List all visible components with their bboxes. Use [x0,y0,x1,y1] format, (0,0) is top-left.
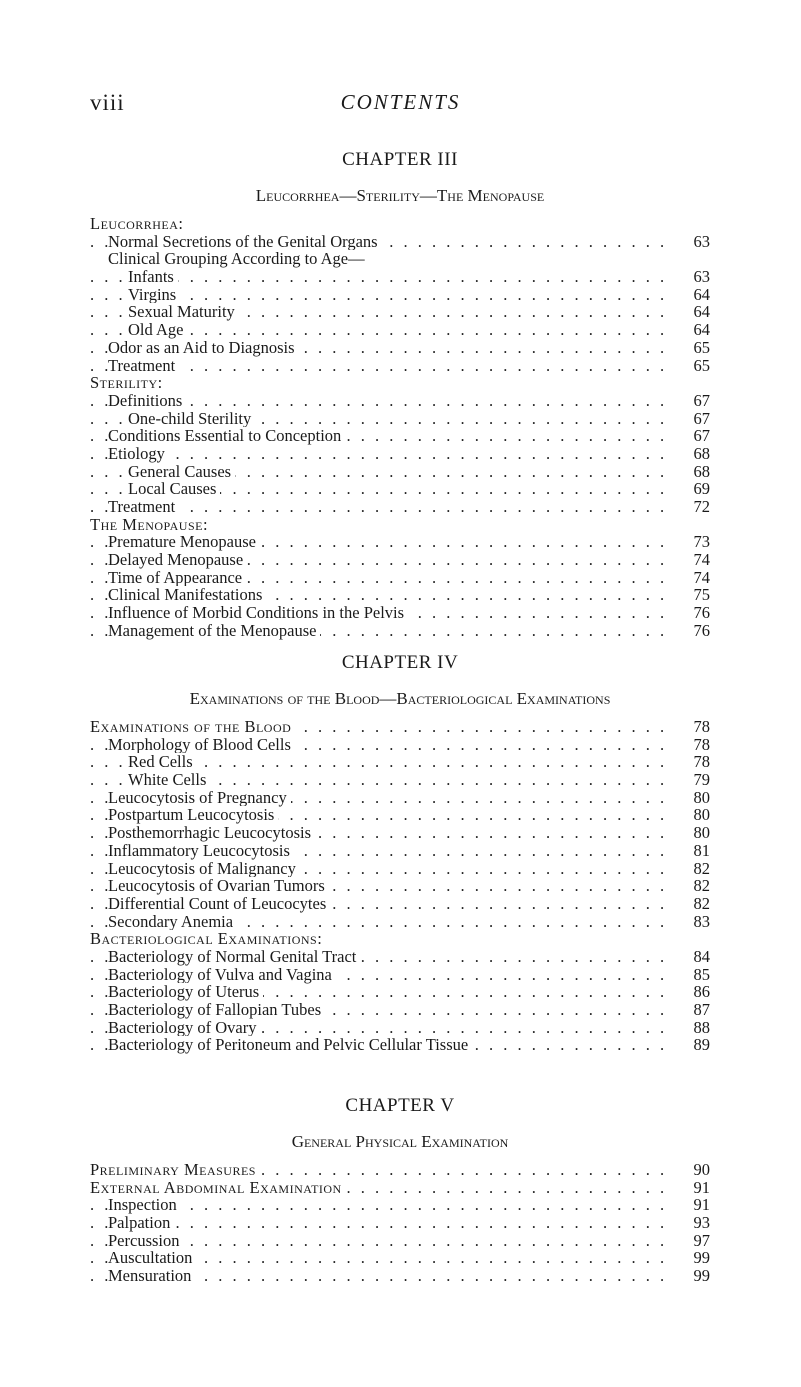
entry-label: The Menopause: [90,516,212,534]
entry-page-number: 67 [693,426,710,446]
toc-entry [90,1036,710,1054]
chapter-number: CHAPTER V [345,1095,455,1116]
toc-entry [90,321,710,339]
toc-entry [90,1214,710,1232]
toc-entry [90,516,710,534]
toc-entry [90,569,710,587]
toc-entry [90,339,710,357]
toc-entry [90,1179,710,1197]
entry-page-number: 81 [693,840,710,860]
entry-label: Local Causes [128,480,220,498]
toc-entry [90,303,710,321]
entry-page-number: 78 [693,717,710,736]
toc-entry [90,586,710,604]
entry-label: Examinations of the Blood [90,718,295,736]
entry-label: Leucocytosis of Ovarian Tumors [108,877,329,895]
toc-entry [90,463,710,481]
toc-entry [90,551,710,569]
toc-entry [90,1001,710,1019]
toc-entries [90,215,710,640]
entry-label: Management of the Menopause [108,622,320,640]
entry-label: Morphology of Blood Cells [108,736,295,754]
entry-page-number: 84 [693,946,710,966]
entry-label: Normal Secretions of the Genital Organs [108,233,382,251]
running-head [0,90,801,120]
entry-label: Bacteriology of Normal Genital Tract [108,948,360,966]
toc-entries [90,718,710,1054]
entry-label: General Causes [128,463,235,481]
toc-entry [90,913,710,931]
toc-entry [90,357,710,375]
entry-label: Red Cells [128,753,197,771]
entry-label: Posthemorrhagic Leucocytosis [108,824,315,842]
toc-entry [90,498,710,516]
entry-label: Definitions [108,392,186,410]
chapter-v [90,1094,710,1285]
chapter-iii [90,148,710,640]
entry-label: Treatment [108,498,179,516]
entry-page-number: 68 [693,443,710,463]
toc-entry [90,789,710,807]
running-title: CONTENTS [340,90,461,114]
entry-page-number: 64 [693,302,710,322]
entry-label: Bacteriology of Fallopian Tubes [108,1001,325,1019]
toc-entry [90,1019,710,1037]
toc-entry [90,374,710,392]
chapter-number: CHAPTER III [342,149,458,170]
toc-entry [90,268,710,286]
entry-label: Time of Appearance [108,569,246,587]
entry-page-number: 90 [693,1160,710,1179]
toc-entry [90,286,710,304]
toc-entry [90,842,710,860]
entry-page-number: 76 [693,603,710,623]
entry-label: External Abdominal Examination [90,1179,346,1197]
entry-page-number: 80 [693,805,710,825]
entry-label: Virgins [128,286,180,304]
entry-label: Mensuration [108,1267,195,1285]
entry-label: Sexual Maturity [128,303,239,321]
entry-page-number: 88 [693,1017,710,1037]
chapter-title: Leucorrhea—Sterility—The Menopause [255,186,545,205]
entry-page-number: 74 [693,567,710,587]
entry-label: Inspection [108,1196,181,1214]
entry-page-number: 63 [693,231,710,251]
entry-label: Influence of Morbid Conditions in the Pelvis [108,604,408,622]
entry-page-number: 78 [693,752,710,772]
entry-page-number: 79 [693,770,710,790]
entry-page-number: 74 [693,550,710,570]
toc-entry [90,233,710,251]
toc-entry [90,445,710,463]
entry-page-number: 63 [693,267,710,287]
toc-entry [90,930,710,948]
entry-page-number: 86 [693,982,710,1002]
toc-entry [90,718,710,736]
entry-label: Delayed Menopause [108,551,247,569]
entry-label: Leucocytosis of Malignancy [108,860,300,878]
toc-entry [90,1196,710,1214]
entry-label: Bacteriology of Vulva and Vagina [108,966,336,984]
toc-entry [90,480,710,498]
chapter-title: General Physical Examination [291,1132,509,1151]
entry-label: Secondary Anemia [108,913,237,931]
entry-page-number: 67 [693,390,710,410]
entry-label: Old Age [128,321,187,339]
entry-page-number: 76 [693,620,710,640]
toc-entry [90,392,710,410]
entry-page-number: 97 [693,1230,710,1250]
entry-label: Differential Count of Leucocytes [108,895,330,913]
entry-page-number: 65 [693,355,710,375]
toc-entry [90,771,710,789]
entry-page-number: 82 [693,858,710,878]
entry-page-number: 75 [693,585,710,605]
entry-label: Preliminary Measures [90,1161,260,1179]
entry-label: Treatment [108,357,179,375]
entry-label: Bacteriology of Ovary [108,1019,260,1037]
entry-page-number: 78 [693,734,710,754]
entry-page-number: 85 [693,964,710,984]
toc-entry [90,895,710,913]
toc-entry [90,622,710,640]
toc-entry [90,824,710,842]
entry-page-number: 99 [693,1248,710,1268]
entry-page-number: 91 [693,1195,710,1215]
entry-page-number: 67 [693,408,710,428]
entry-label: Inflammatory Leucocytosis [108,842,294,860]
toc-entry [90,877,710,895]
entry-label: Infants [128,268,178,286]
page-folio: viii [90,90,125,115]
toc-entry [90,1267,710,1285]
toc-entry [90,533,710,551]
entry-label: Clinical Manifestations [108,586,266,604]
toc-entry [90,948,710,966]
toc-entry [90,250,710,268]
toc-entry [90,215,710,233]
entry-label: Percussion [108,1232,184,1250]
entry-label: Odor as an Aid to Diagnosis [108,339,299,357]
entry-label: Bacteriology of Uterus [108,983,263,1001]
toc-entry [90,806,710,824]
toc-entry [90,753,710,771]
entry-page-number: 64 [693,320,710,340]
entry-page-number: 80 [693,787,710,807]
entry-page-number: 68 [693,461,710,481]
entry-page-number: 72 [693,497,710,516]
toc-entry [90,1161,710,1179]
toc-entry [90,736,710,754]
entry-label: Auscultation [108,1249,196,1267]
entry-page-number: 64 [693,284,710,304]
toc-entry [90,983,710,1001]
toc-entry [90,860,710,878]
entry-page-number: 82 [693,876,710,896]
entry-label: Conditions Essential to Conception [108,427,345,445]
entry-label: Etiology [108,445,169,463]
entry-page-number: 89 [693,1035,710,1055]
toc-entry [90,604,710,622]
toc-entry [90,1232,710,1250]
entry-page-number: 91 [693,1177,710,1197]
entry-label: Sterility: [90,374,167,392]
entry-label: Bacteriology of Peritoneum and Pelvic Cellular Tissue [108,1036,472,1054]
toc-entry [90,410,710,428]
entry-label: Premature Menopause [108,533,260,551]
chapter-iv [90,651,710,1054]
entry-page-number: 87 [693,1000,710,1019]
entry-page-number: 99 [693,1266,710,1286]
entry-label: One-child Sterility [128,410,255,428]
entry-page-number: 65 [693,337,710,357]
entry-page-number: 83 [693,911,710,931]
entry-label: White Cells [128,771,210,789]
chapter-number: CHAPTER IV [341,652,459,673]
entry-label: Leucocytosis of Pregnancy [108,789,291,807]
toc-entries [90,1161,710,1285]
entry-label: Clinical Grouping According to Age— [108,250,369,268]
dot-leader [90,1214,674,1232]
entry-label: Palpation [108,1214,174,1232]
entry-page-number: 82 [693,893,710,913]
toc-entry [90,427,710,445]
entry-label: Postpartum Leucocytosis [108,806,278,824]
entry-page-number: 93 [693,1213,710,1233]
entry-page-number: 69 [693,479,710,499]
entry-label: Bacteriological Examinations: [90,930,326,948]
toc-entry [90,1249,710,1267]
toc-entry [90,966,710,984]
entry-label: Leucorrhea: [90,215,188,233]
chapter-title: Examinations of the Blood—Bacteriological Examinations [189,689,611,708]
entry-page-number: 80 [693,823,710,843]
entry-page-number: 73 [693,532,710,552]
dot-leader [90,445,674,463]
